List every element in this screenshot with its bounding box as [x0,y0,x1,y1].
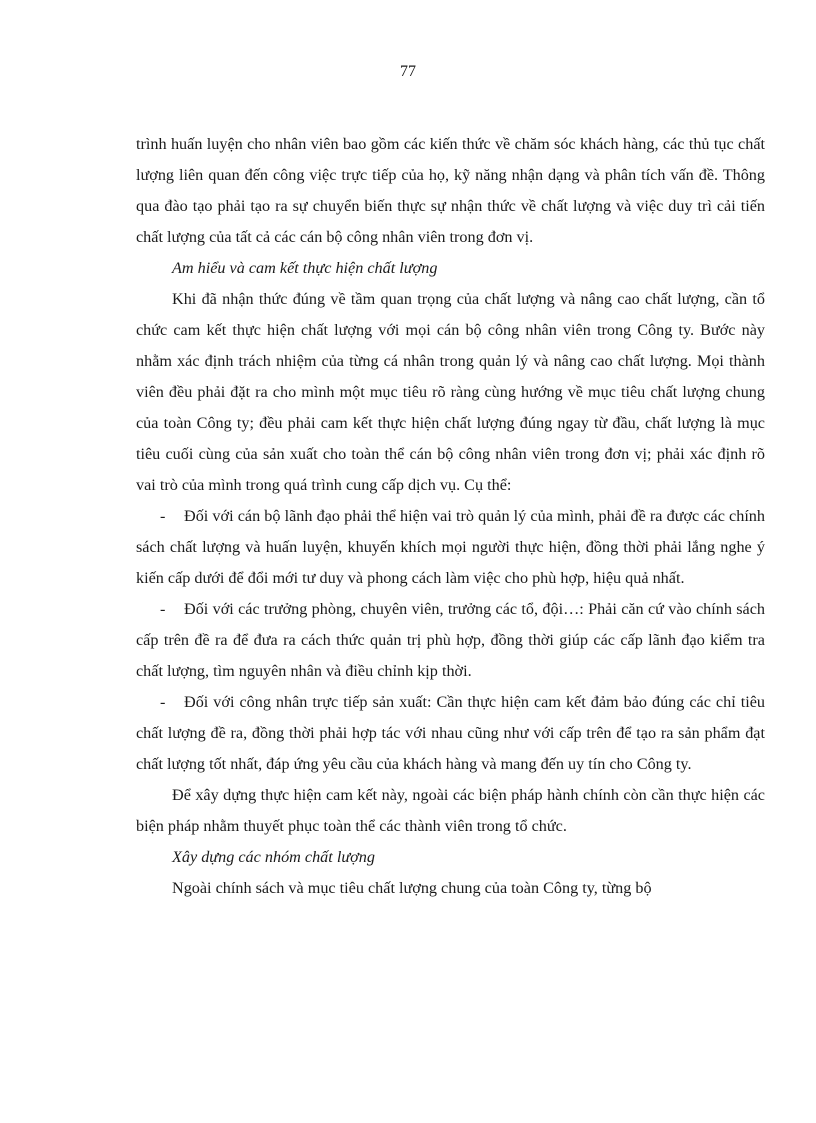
section-heading-quality-groups: Xây dựng các nhóm chất lượng [172,848,375,866]
paragraph-commitment: Khi đã nhận thức đúng về tầm quan trọng của chất lượng và nâng cao chất lượng, cần tổ chức cam kết thực hiện chất lượng với mọi cán bộ công nhân viên trong Công ty. Bước này nhằm xác định trách nhiệm của từng cá nhân trong quản lý và nâng cao chất lượng. Mọi thành viên đều phải đặt ra cho mình một mục tiêu rõ ràng cùng hướng về mục tiêu chất lượng chung của toàn Công ty; đều phải cam kết thực hiện chất lượng đúng ngay từ đầu, chất lượng là mục tiêu cuối cùng của sản xuất cho toàn thể cán bộ công nhân viên trong đơn vị; phải xác định rõ vai trò của mình trong quá trình cung cấp dịch vụ. Cụ thể: [136,290,765,494]
bullet-item-managers [136,594,765,687]
paragraph-quality-groups: Ngoài chính sách và mục tiêu chất lượng chung của toàn Công ty, từng bộ [172,879,652,897]
bullet-text-workers: Đối với công nhân trực tiếp sản xuất: Cần thực hiện cam kết đảm bảo đúng các chỉ tiêu chất lượng đề ra, đồng thời phải hợp tác với nhau cũng như với cấp trên để tạo ra sản phẩm đạt chất lượng tốt nhất, đáp ứng yêu cầu của khách hàng và mang đến uy tín cho Công ty. [136,693,765,773]
bullet-item-workers [136,687,765,780]
section-heading-commitment: Am hiểu và cam kết thực hiện chất lượng [172,259,438,277]
bullet-item-leaders [136,501,765,594]
page-body [136,129,765,904]
bullet-dash: - [160,600,166,618]
paragraph-training-continued: trình huấn luyện cho nhân viên bao gồm các kiến thức về chăm sóc khách hàng, các thủ tục chất lượng liên quan đến công việc trực tiếp của họ, kỹ năng nhận dạng và phân tích vấn đề. Thông qua đào tạo phải tạo ra sự chuyển biến thực sự nhận thức về chất lượng và việc duy trì cải tiến chất lượng của tất cả các cán bộ công nhân viên trong đơn vị. [136,135,765,246]
bullet-dash: - [160,507,166,525]
bullet-dash: - [160,693,166,711]
bullet-text-managers: Đối với các trưởng phòng, chuyên viên, trưởng các tổ, đội…: Phải căn cứ vào chính sách cấp trên đề ra để đưa ra cách thức quản trị phù hợp, đồng thời giúp các cấp lãnh đạo kiểm tra chất lượng, tìm nguyên nhân và điều chỉnh kịp thời. [136,600,765,680]
page-number: 77 [400,63,416,80]
paragraph-measures: Để xây dựng thực hiện cam kết này, ngoài các biện pháp hành chính còn cần thực hiện các biện pháp nhằm thuyết phục toàn thể các thành viên trong tổ chức. [136,786,765,835]
bullet-text-leaders: Đối với cán bộ lãnh đạo phải thể hiện vai trò quản lý của mình, phải đề ra được các chính sách chất lượng và huấn luyện, khuyến khích mọi người thực hiện, đồng thời phải lắng nghe ý kiến cấp dưới để đổi mới tư duy và phong cách làm việc cho phù hợp, hiệu quả nhất. [136,507,765,587]
